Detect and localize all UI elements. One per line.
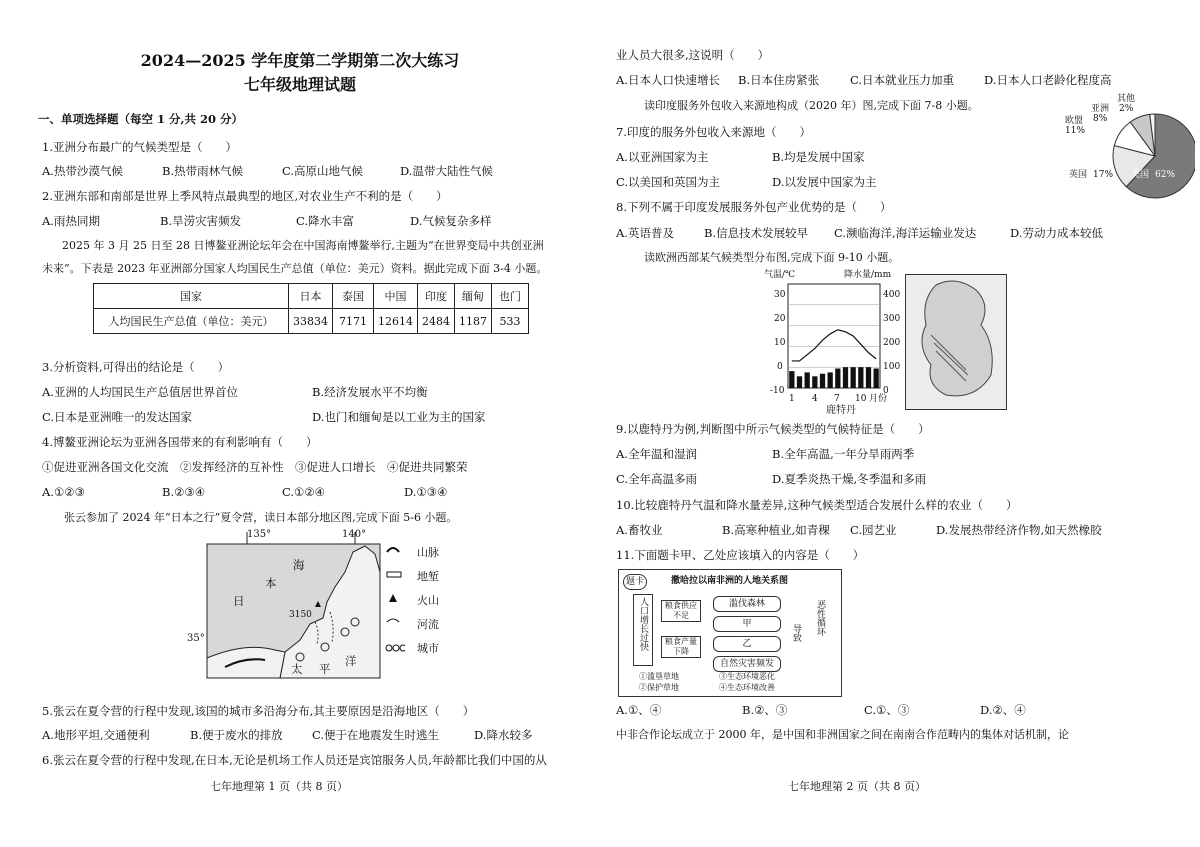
diagram-node-1: 滥伐森林 — [713, 596, 781, 612]
table-cell: 33834 — [289, 309, 333, 334]
q2-option-a[interactable]: A.雨热同期 — [42, 214, 100, 228]
intro-q3-4-line1: 2025 年 3 月 25 日至 28 日博鳌亚洲论坛年会在中国海南博鳌举行,主题为“在世界变局中共创亚洲 — [62, 239, 544, 252]
q8-option-d[interactable]: D.劳动力成本较低 — [1010, 226, 1103, 240]
temp-tick: -10 — [770, 386, 785, 396]
month-tick: 7 — [834, 394, 840, 404]
month-tick: 4 — [812, 394, 818, 404]
q1-option-d[interactable]: D.温带大陆性气候 — [400, 164, 493, 178]
table-header-cell: 也门 — [492, 284, 529, 309]
q5-option-a[interactable]: A.地形平坦,交通便利 — [42, 728, 150, 742]
question-5: 5.张云在夏令营的行程中发现,该国的城市多沿海分布,其主要原因是沿海地区（ ） — [42, 704, 475, 718]
intro-q3-4-line2: 未来”。下表是 2023 年亚洲部分国家人均国民生产总值（单位：美元）资料。据此完成下面 3-4 小题。 — [42, 262, 548, 275]
japan-map — [187, 529, 475, 682]
temp-tick: 0 — [777, 362, 783, 372]
question-9: 9.以鹿特丹为例,判断图中所示气候类型的气候特征是（ ） — [616, 422, 930, 436]
q8-option-b[interactable]: B.信息技术发展较早 — [704, 226, 809, 240]
pie-pct-other: 2% — [1119, 104, 1134, 114]
pie-pct-eu: 11% — [1065, 126, 1086, 136]
q10-option-a[interactable]: A.畜牧业 — [616, 523, 663, 537]
q7-option-a[interactable]: A.以亚洲国家为主 — [616, 150, 709, 164]
q4-option-b[interactable]: B.②③④ — [162, 485, 206, 499]
pie-label-uk: 英国 — [1069, 170, 1088, 180]
question-11: 11.下面题卡甲、乙处应该填入的内容是（ ） — [616, 548, 865, 562]
legend-graben: 地堑 — [417, 570, 439, 583]
q9-option-c[interactable]: C.全年高温多雨 — [616, 472, 698, 486]
q10-option-c[interactable]: C.园艺业 — [850, 523, 897, 537]
pie-label-other: 其他 — [1117, 94, 1136, 104]
map-label: 平 — [319, 662, 331, 676]
table-row-label: 人均国民生产总值（单位：美元） — [94, 309, 289, 334]
q11-option-c[interactable]: C.①、③ — [864, 703, 910, 717]
gdp-table — [93, 283, 529, 334]
legend-river: 河流 — [417, 618, 439, 631]
q11-option-b[interactable]: B.②、③ — [742, 703, 788, 717]
q5-option-d[interactable]: D.降水较多 — [474, 728, 533, 742]
table-cell: 1187 — [455, 309, 492, 334]
city-name: 鹿特丹 — [826, 405, 856, 416]
pie-label-asia: 亚洲 — [1091, 104, 1110, 114]
diagram-left-box — [633, 594, 653, 666]
question-6: 6.张云在夏令营的行程中发现,在日本,无论是机场工作人员还是宾馆服务人员,年龄都比我们中国的从 — [42, 753, 547, 767]
question-10: 10.比较鹿特丹气温和降水量差异,这种气候类型适合发展什么样的农业（ ） — [616, 498, 1018, 512]
q5-option-b[interactable]: B.便于废水的排放 — [190, 728, 283, 742]
q11-option-d[interactable]: D.②、④ — [980, 703, 1026, 717]
month-tick: 10 — [855, 394, 867, 404]
table-cell: 533 — [492, 309, 529, 334]
question-8: 8.下列不属于印度发展服务外包产业优势的是（ ） — [616, 200, 892, 214]
pie-pct-uk: 17% — [1093, 170, 1114, 180]
precip-bar — [835, 369, 840, 389]
q9-option-d[interactable]: D.夏季炎热干燥,冬季温和多雨 — [772, 472, 927, 486]
precip-bar — [820, 374, 825, 388]
question-6-continued: 业人员大很多,这说明（ ） — [616, 48, 770, 62]
table-header-cell: 缅甸 — [455, 284, 492, 309]
diagram-node-jia: 甲 — [713, 616, 781, 632]
q1-option-a[interactable]: A.热带沙漠气候 — [42, 164, 123, 178]
diagram-key-2: ②保护草地 — [639, 683, 679, 692]
africa-diagram — [618, 569, 842, 697]
question-7: 7.印度的服务外包收入来源地（ ） — [616, 125, 811, 139]
map-label: 太 — [291, 662, 303, 676]
q7-option-d[interactable]: D.以发展中国家为主 — [772, 175, 877, 189]
map-label: 日 — [233, 594, 245, 608]
diagram-key-3: ③生态环境恶化 — [719, 672, 775, 681]
q6-option-d[interactable]: D.日本人口老龄化程度高 — [984, 73, 1112, 87]
page-right — [600, 0, 1200, 847]
precip-bar — [789, 371, 794, 388]
intro-q5-6: 张云参加了 2024 年“日本之行”夏令营，读日本部分地区图,完成下面 5-6 小题。 — [64, 511, 458, 524]
map-legend-icons — [385, 542, 405, 682]
precip-axis-label: 降水量/mm — [844, 270, 892, 280]
precip-bar — [805, 372, 810, 388]
diagram-arrow-text: 导致 — [791, 624, 801, 642]
q9-option-a[interactable]: A.全年温和湿润 — [616, 447, 697, 461]
table-header-cell: 泰国 — [333, 284, 374, 309]
q3-option-d[interactable]: D.也门和缅甸是以工业为主的国家 — [312, 410, 486, 424]
table-row — [94, 284, 529, 309]
temperature-line — [792, 330, 876, 361]
map-latitude-35: 35° — [187, 633, 205, 644]
diagram-key-1: ①滥垦草地 — [639, 672, 679, 681]
india-outsourcing-pie — [1005, 88, 1195, 218]
diagram-badge: 题卡 — [623, 574, 647, 590]
q10-option-b[interactable]: B.高寒种植业,如青稞 — [722, 523, 830, 537]
table-header-cell: 日本 — [289, 284, 333, 309]
diagram-node-yi: 乙 — [713, 636, 781, 652]
q2-option-c[interactable]: C.降水丰富 — [296, 214, 355, 228]
intro-q7-8: 读印度服务外包收入来源地构成（2020 年）图,完成下面 7-8 小题。 — [644, 99, 979, 112]
q3-option-a[interactable]: A.亚洲的人均国民生产总值居世界首位 — [42, 385, 238, 399]
map-label: 本 — [265, 576, 277, 590]
precip-bar — [866, 367, 871, 388]
map-longitude-140: 140° — [342, 529, 367, 540]
q5-option-c[interactable]: C.便于在地震发生时逃生 — [312, 728, 440, 742]
europe-map-svg — [906, 275, 1006, 409]
table-cell: 7171 — [333, 309, 374, 334]
q9-option-b[interactable]: B.全年高温,一年分旱雨两季 — [772, 447, 915, 461]
precip-bar — [851, 367, 856, 388]
diagram-key-4: ④生态环境改善 — [719, 683, 775, 692]
pie-label-us: 美国 — [1131, 170, 1150, 180]
pie-pct-us: 62% — [1155, 170, 1176, 180]
exam-subtitle: 七年级地理试题 — [243, 75, 356, 94]
page-footer: 七年地理第 2 页（共 8 页） — [788, 780, 926, 793]
temp-tick: 10 — [774, 338, 786, 348]
diagram-left-text: 人口增长过快 — [638, 597, 648, 651]
q8-option-c[interactable]: C.濒临海洋,海洋运输业发达 — [834, 226, 977, 240]
month-unit: 月份 — [869, 394, 888, 404]
q2-option-b[interactable]: B.旱涝灾害频发 — [160, 214, 242, 228]
q4-option-d[interactable]: D.①③④ — [404, 485, 448, 499]
precip-tick: 100 — [883, 362, 901, 372]
q6-option-c[interactable]: C.日本就业压力加重 — [850, 73, 955, 87]
table-header-cell: 国家 — [94, 284, 289, 309]
q8-option-a[interactable]: A.英语普及 — [616, 226, 674, 240]
diagram-title: 撒哈拉以南非洲的人地关系图 — [671, 576, 789, 586]
precip-tick: 300 — [883, 314, 901, 324]
map-longitude-135: 135° — [247, 529, 272, 540]
europe-map — [905, 274, 1007, 410]
q3-option-c[interactable]: C.日本是亚洲唯一的发达国家 — [42, 410, 193, 424]
map-label: 洋 — [345, 654, 357, 668]
temp-axis-label: 气温/℃ — [764, 270, 796, 280]
table-cell: 2484 — [418, 309, 455, 334]
precip-bar — [874, 369, 879, 389]
q11-option-a[interactable]: A.①、④ — [616, 703, 662, 717]
page-footer: 七年地理第 1 页（共 8 页） — [210, 780, 348, 793]
q6-option-a[interactable]: A.日本人口快速增长 — [616, 73, 720, 87]
precip-tick: 400 — [883, 290, 901, 300]
legend-volcano: 火山 — [417, 594, 439, 607]
diagram-node-4: 自然灾害频发 — [713, 656, 781, 672]
precip-bar — [797, 376, 802, 388]
precip-tick: 0 — [883, 386, 889, 396]
exam-title: 2024—2025 学年度第二学期第二次大练习 — [140, 51, 460, 70]
question-3: 3.分析资料,可得出的结论是（ ） — [42, 360, 230, 374]
precip-bar — [858, 367, 863, 388]
month-tick: 1 — [789, 394, 795, 404]
climate-chart — [760, 268, 905, 418]
table-header-cell: 中国 — [374, 284, 418, 309]
intro-last: 中非合作论坛成立于 2000 年，是中国和非洲国家之间在南南合作范畴内的集体对话机制，论 — [616, 728, 1069, 741]
table-header-cell: 印度 — [418, 284, 455, 309]
pie-label-eu: 欧盟 — [1065, 116, 1084, 126]
q3-option-b[interactable]: B.经济发展水平不均衡 — [312, 385, 428, 399]
q1-option-b[interactable]: B.热带雨林气候 — [162, 164, 244, 178]
legend-city: 城市 — [417, 642, 439, 655]
map-elevation: 3150 — [289, 610, 312, 620]
diagram-box-top: 粮食供应不足 — [661, 600, 701, 622]
question-2: 2.亚洲东部和南部是世界上季风特点最典型的地区,对农业生产不利的是（ ） — [42, 189, 448, 203]
temp-tick: 20 — [774, 314, 786, 324]
q7-option-b[interactable]: B.均是发展中国家 — [772, 150, 865, 164]
q2-option-d[interactable]: D.气候复杂多样 — [410, 214, 492, 228]
table-cell: 12614 — [374, 309, 418, 334]
pie-pct-asia: 8% — [1093, 114, 1108, 124]
q7-option-c[interactable]: C.以美国和英国为主 — [616, 175, 721, 189]
map-label: 海 — [293, 558, 305, 572]
q4-option-c[interactable]: C.①②④ — [282, 485, 325, 499]
precip-tick: 200 — [883, 338, 901, 348]
q6-option-b[interactable]: B.日本住房紧张 — [738, 73, 820, 87]
q10-option-d[interactable]: D.发展热带经济作物,如天然橡胶 — [936, 523, 1102, 537]
precip-bar — [843, 367, 848, 388]
section-heading: 一、单项选择题（每空 1 分,共 20 分） — [38, 112, 244, 126]
q4-option-a[interactable]: A.①②③ — [42, 485, 85, 499]
table-row — [94, 309, 529, 334]
temp-tick: 30 — [774, 290, 786, 300]
legend-mountain: 山脉 — [417, 546, 439, 559]
intro-q9-10: 读欧洲西部某气候类型分布图,完成下面 9-10 小题。 — [644, 251, 900, 264]
diagram-side-text: 恶性循环 — [815, 600, 825, 636]
q1-option-c[interactable]: C.高原山地气候 — [282, 164, 364, 178]
precip-bar — [812, 376, 817, 388]
precip-bar — [828, 372, 833, 388]
question-4: 4.博鳌亚洲论坛为亚洲各国带来的有利影响有（ ） — [42, 435, 318, 449]
q4-statements: ①促进亚洲各国文化交流 ②发挥经济的互补性 ③促进人口增长 ④促进共同繁荣 — [42, 460, 468, 474]
question-1: 1.亚洲分布最广的气候类型是（ ） — [42, 140, 237, 154]
diagram-box-bottom: 粮食产量下降 — [661, 636, 701, 658]
